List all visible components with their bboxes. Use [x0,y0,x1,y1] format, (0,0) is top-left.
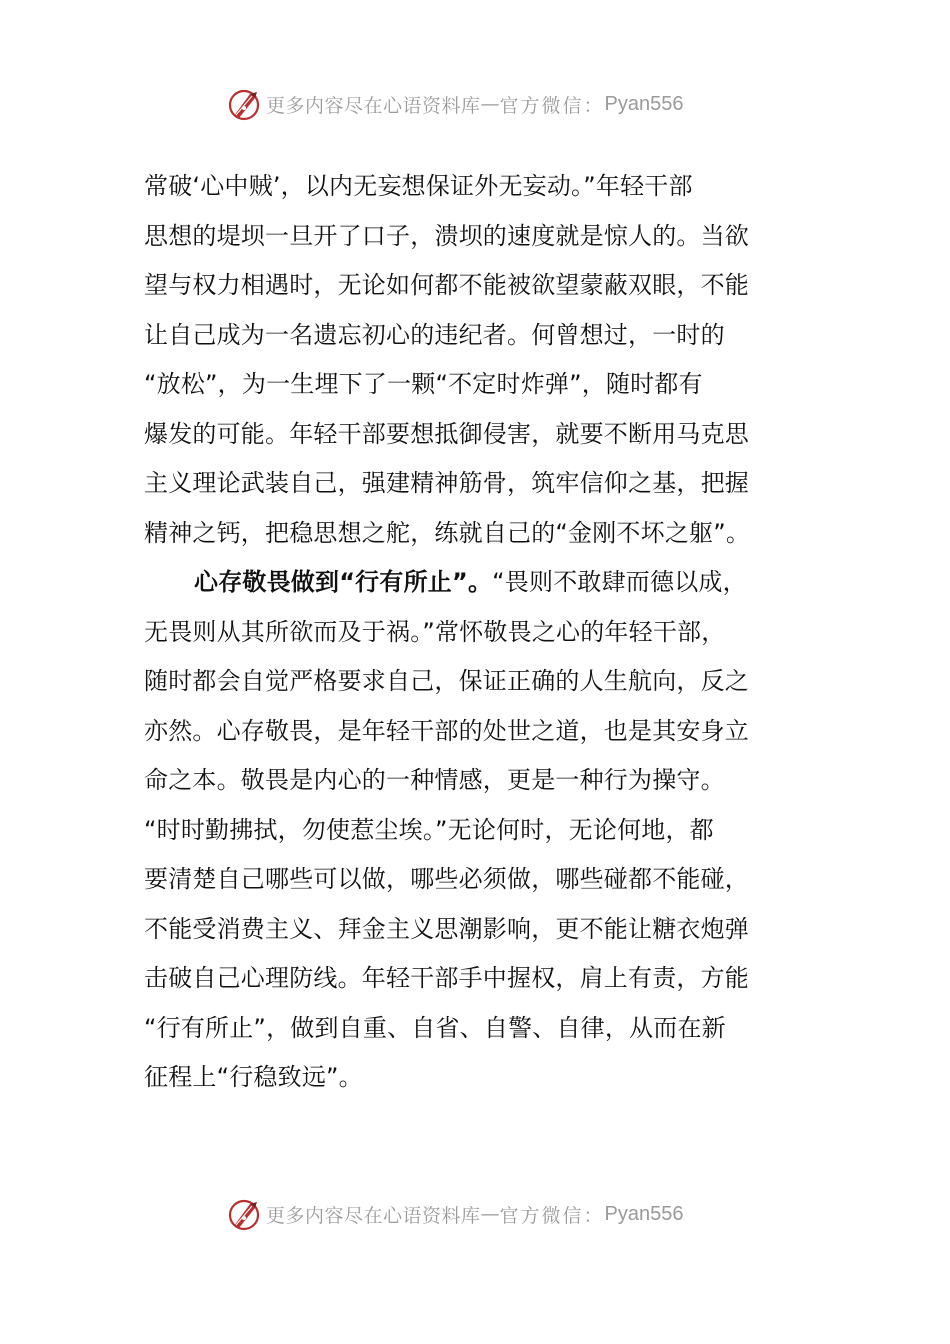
footer-banner [226,1194,684,1234]
body-line: 爆发的可能。年轻干部要想抵御侵害，就要不断用马克思 [144,419,749,448]
banner-separator: — [480,93,500,115]
body-line: 无畏则从其所欲而及于祸。”常怀敬畏之心的年轻干部， [144,617,726,646]
paragraph-2-first-line [144,558,844,608]
body-line: “时时勤拂拭，勿使惹尘埃。”无论何时，无论何地，都 [144,815,714,844]
body-line: 亦然。心存敬畏，是年轻干部的处世之道，也是其安身立 [144,716,749,745]
body-line: “行有所止”，做到自重、自省、自警、自律，从而在新 [144,1013,726,1042]
body-line: 随时都会自觉严格要求自己，保证正确的人生航向，反之 [144,667,749,695]
article-body [144,162,844,1103]
banner-site-text: 更多内容尽在心语资料库 [266,94,481,117]
body-line: 要清楚自己哪些可以做，哪些必须做，哪些碰都不能碰， [144,865,749,893]
body-line: 征程上“行稳致远”。 [144,1063,363,1091]
pen-nib-logo-icon [226,86,262,122]
paragraph-heading: 心存敬畏做到“行有所止”。 [194,568,493,596]
banner-wechat-id: Pyan556 [604,1202,684,1225]
banner-site-text: 更多内容尽在心语资料库 [266,1204,481,1227]
body-line: 主义理论武装自己，强建精神筋骨，筑牢信仰之基，把握 [144,469,749,497]
body-line: 让自己成为一名遗忘初心的违纪者。何曾想过，一时的 [144,320,725,349]
body-line: 命之本。敬畏是内心的一种情感，更是一种行为操守。 [144,766,725,794]
header-banner [226,84,684,124]
banner-wechat-id: Pyan556 [604,92,684,115]
body-line: 击破自己心理防线。年轻干部手中握权，肩上有责，方能 [144,964,749,992]
body-line: “放松”，为一生埋下了一颗“不定时炸弹”，随时都有 [144,370,703,398]
body-line: 常破‘心中贼’，以内无妄想保证外无妄动。”年轻干部 [144,172,693,200]
body-line: 不能受消费主义、拜金主义思潮影响，更不能让糖衣炮弹 [144,914,749,943]
body-line: 思想的堤坝一旦开了口子，溃坝的速度就是惊人的。当欲 [144,221,749,250]
body-line: 望与权力相遇时，无论如何都不能被欲望蒙蔽双眼，不能 [144,271,749,299]
body-line: 精神之钙，把稳思想之舵，练就自己的“金刚不坏之躯”。 [144,518,751,547]
banner-wechat-label: 官方微信： [499,1204,605,1227]
paragraph-2-first-text: “畏则不敢肆而德以成， [492,568,747,596]
banner-separator: — [480,1203,500,1225]
banner-wechat-label: 官方微信： [499,94,605,117]
pen-nib-logo-icon [226,1196,262,1232]
